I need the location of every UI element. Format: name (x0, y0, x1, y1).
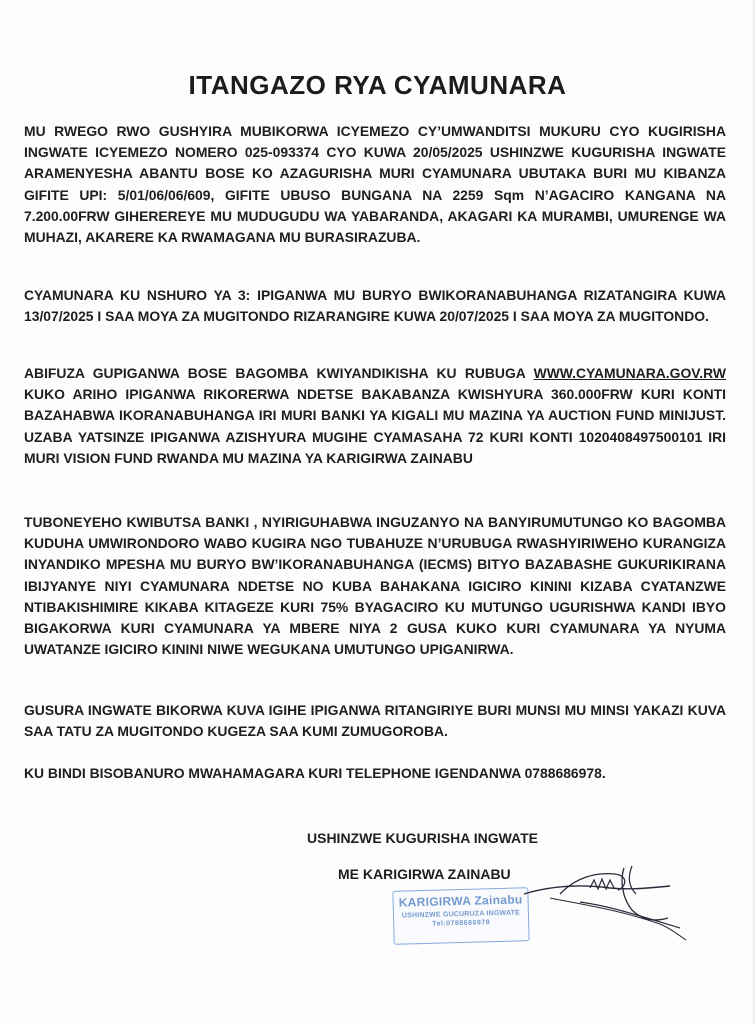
registration-text-before: ABIFUZA GUPIGANWA BOSE BAGOMBA KWIYANDIKISHA KU RUBUGA (24, 365, 534, 381)
signatory-name: ME KARIGIRWA ZAINABU (338, 866, 511, 882)
paragraph-auction-notice: MU RWEGO RWO GUSHYIRA MUBIKORWA ICYEMEZO CY’UMWANDITSI MUKURU CYO KUGIRISHA INGWATE ICYEMEZO NOMERO 025-093374 CYO KUWA 20/05/2025 USHINZWE KUGURISHA INGWATE ARAMENYESHA ABANTU BOSE KO AZAGURISHA MURI CYAMUNARA UBUTAKA BURI MU KIBANZA GIFITE UPI: 5/01/06/06/609, GIFITE UBUSO BUNGANA NA 2259 Sqm N’AGACIRO KANGANA NA 7.200.00FRW GIHEREREYE MU MUDUGUDU WA YABARANDA, AKAGARI KA MURAMBI, UMURENGE WA MUHAZI, AKARERE KA RWAMAGANA MU BURASIRAZUBA. (24, 123, 726, 246)
paragraph-bank-reminder: TUBONEYEHO KWIBUTSA BANKI , NYIRIGUHABWA INGUZANYO NA BANYIRUMUTUNGO KO BAGOMBA KUDUHA UMWIRONDORO WABO KUGIRA NGO TUBAHUZE N’URUBUGA RWASHYIRIWEHO KURANGIZA INYANDIKO MPESHA MU BURYO BW’IKORANABUHANGA (IECMS) BITYO BAZABASHE GUKURIKIRANA IBIJYANYE NIYI CYAMUNARA NDETSE NO KUBA BAHAKANA IGICIRO KININI KIZABA CYATANZWE NTIBAKISHIMIRE KIKABA KITAGEZE KURI 75% BYAGACIRO KU MUTUNGO UGURISHWA KANDI IBYO BIGAKORWA KURI CYAMUNARA YA MBERE NIYA 2 GUSA KUKO KURI CYAMUNARA YA NYUMA UWATANZE IGICIRO KININI NIWE WEGUKANA UMUTUNGO UPIGANIRWA. (24, 514, 726, 658)
page-edge-shadow (751, 0, 755, 1024)
handwritten-signature (520, 858, 690, 943)
auction-website-link[interactable]: WWW.CYAMUNARA.GOV.RW (533, 365, 726, 381)
paragraph-visiting-hours: GUSURA INGWATE BIKORWA KUVA IGIHE IPIGANWA RITANGIRIYE BURI MUNSI MU MINSI YAKAZI KUVA SAA TATU ZA MUGITONDO KUGEZA SAA KUMI ZUMUGOROBA. (24, 702, 726, 740)
official-stamp (392, 887, 529, 945)
signatory-role: USHINZWE KUGURISHA INGWATE (307, 830, 538, 846)
paragraph-registration (24, 363, 726, 469)
stamp-role: USHINZWE GUCURUZA INGWATE (401, 909, 521, 920)
registration-text-after: KUKO ARIHO IPIGANWA RIKORERWA NDETSE BAKABANZA KWISHYURA 360.000FRW KURI KONTI BAZAHABWA IKORANABUHANGA IRI MURI BANKI YA KIGALI MU MAZINA YA AUCTION FUND MINIJUST. UZABA YATSINZE IPIGANWA AZISHYURA MUGIHE CYAMASAHA 72 KURI KONTI 1020408497500101 IRI MURI VISION FUND RWANDA MU MAZINA YA KARIGIRWA ZAINABU (24, 386, 726, 466)
paragraph-contact: KU BINDI BISOBANURO MWAHAMAGARA KURI TELEPHONE IGENDANWA 0788686978. (24, 765, 606, 781)
stamp-phone: Tel:0788686978 (432, 919, 491, 928)
stamp-name: KARIGIRWA Zainabu (398, 892, 523, 910)
paragraph-auction-dates: CYAMUNARA KU NSHURO YA 3: IPIGANWA MU BURYO BWIKORANABUHANGA RIZATANGIRA KUWA 13/07/2025 I SAA MOYA ZA MUGITONDO RIZARANGIRE KUWA 20/07/2025 I SAA MOYA ZA MUGITONDO. (24, 287, 726, 325)
document-title: ITANGAZO RYA CYAMUNARA (188, 70, 567, 100)
